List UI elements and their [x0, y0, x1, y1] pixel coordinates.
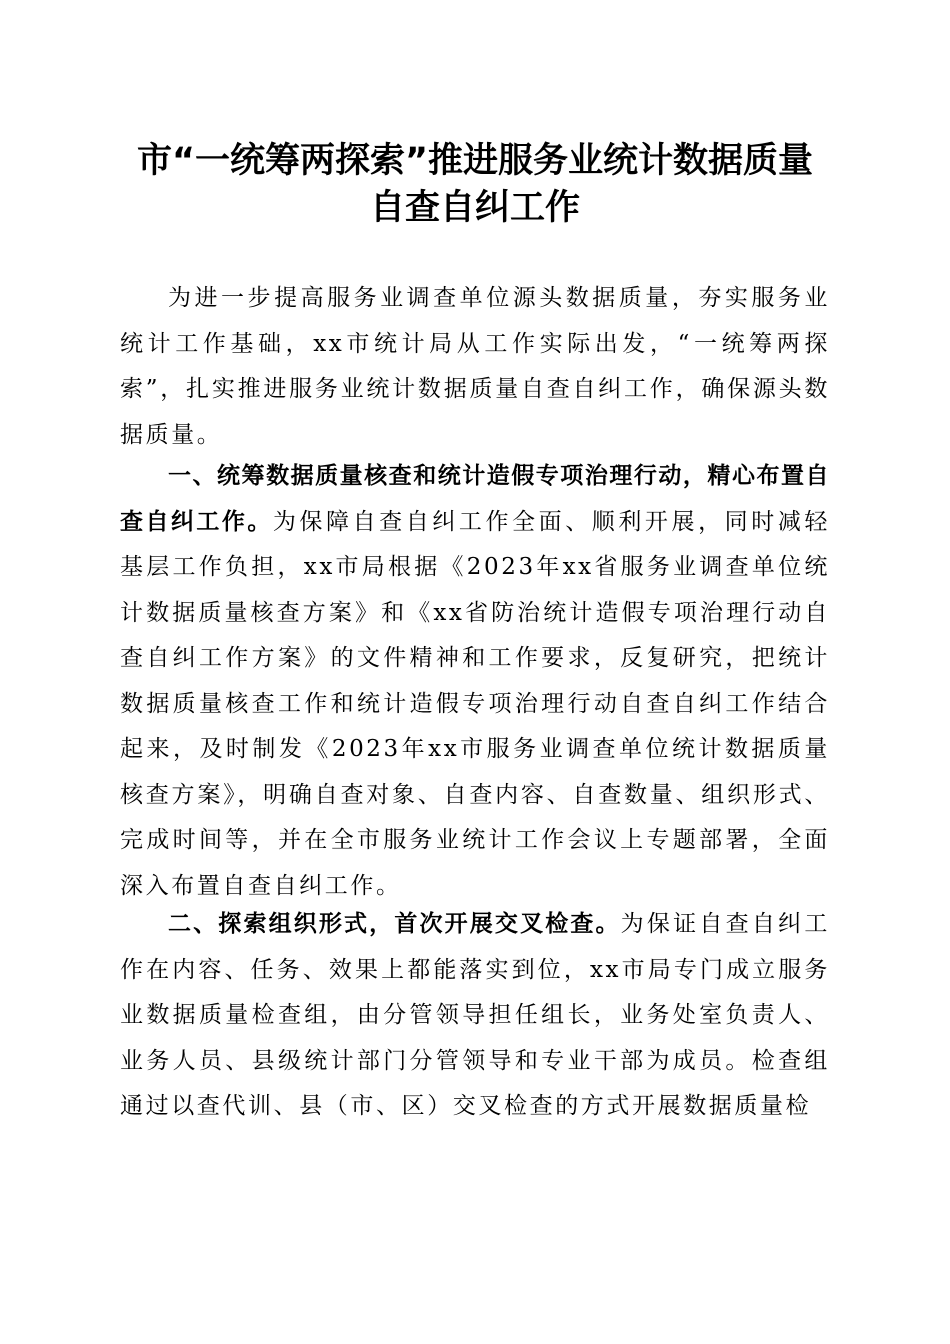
- section-2-heading: 二、探索组织形式，首次开展交叉检查。: [168, 911, 621, 937]
- paragraph-section-1: [120, 454, 830, 909]
- section-2-text: 为保证自查自纠工作在内容、任务、效果上都能落实到位，xx市局专门成立服务业数据质量检查组，由分管领导担任组长，业务处室负责人、业务人员、县级统计部门分管领导和专业干部为成员。检查组通过以查代训、县（市、区）交叉检查的方式开展数据质量检: [120, 911, 830, 1119]
- document-title-line-2: 自查自纠工作: [369, 188, 580, 228]
- document-title-line-1: 市“一统筹两探索”推进服务业统计数据质量: [136, 141, 813, 181]
- paragraph-intro: [120, 276, 830, 458]
- section-1-heading: 一、统筹数据质量核查和统计造假专项治理行动，精心布置自查自纠工作。: [120, 463, 830, 535]
- paragraph-section-2: [120, 902, 830, 1130]
- paragraph-intro-text: 为进一步提高服务业调查单位源头数据质量，夯实服务业统计工作基础，xx市统计局从工作实际出发，“一统筹两探索”，扎实推进服务业统计数据质量自查自纠工作，确保源头数据质量。: [120, 285, 830, 448]
- section-1-text: 为保障自查自纠工作全面、顺利开展，同时减轻基层工作负担，xx市局根据《2023年xx省服务业调查单位统计数据质量核查方案》和《xx省防治统计造假专项治理行动自查自纠工作方案》的文件精神和工作要求，反复研究，把统计数据质量核查工作和统计造假专项治理行动自查自纠工作结合起来，及时制发《2023年xx市服务业调查单位统计数据质量核查方案》，明确自查对象、自查内容、自查数量、组织形式、完成时间等，并在全市服务业统计工作会议上专题部署，全面深入布置自查自纠工作。: [120, 508, 830, 899]
